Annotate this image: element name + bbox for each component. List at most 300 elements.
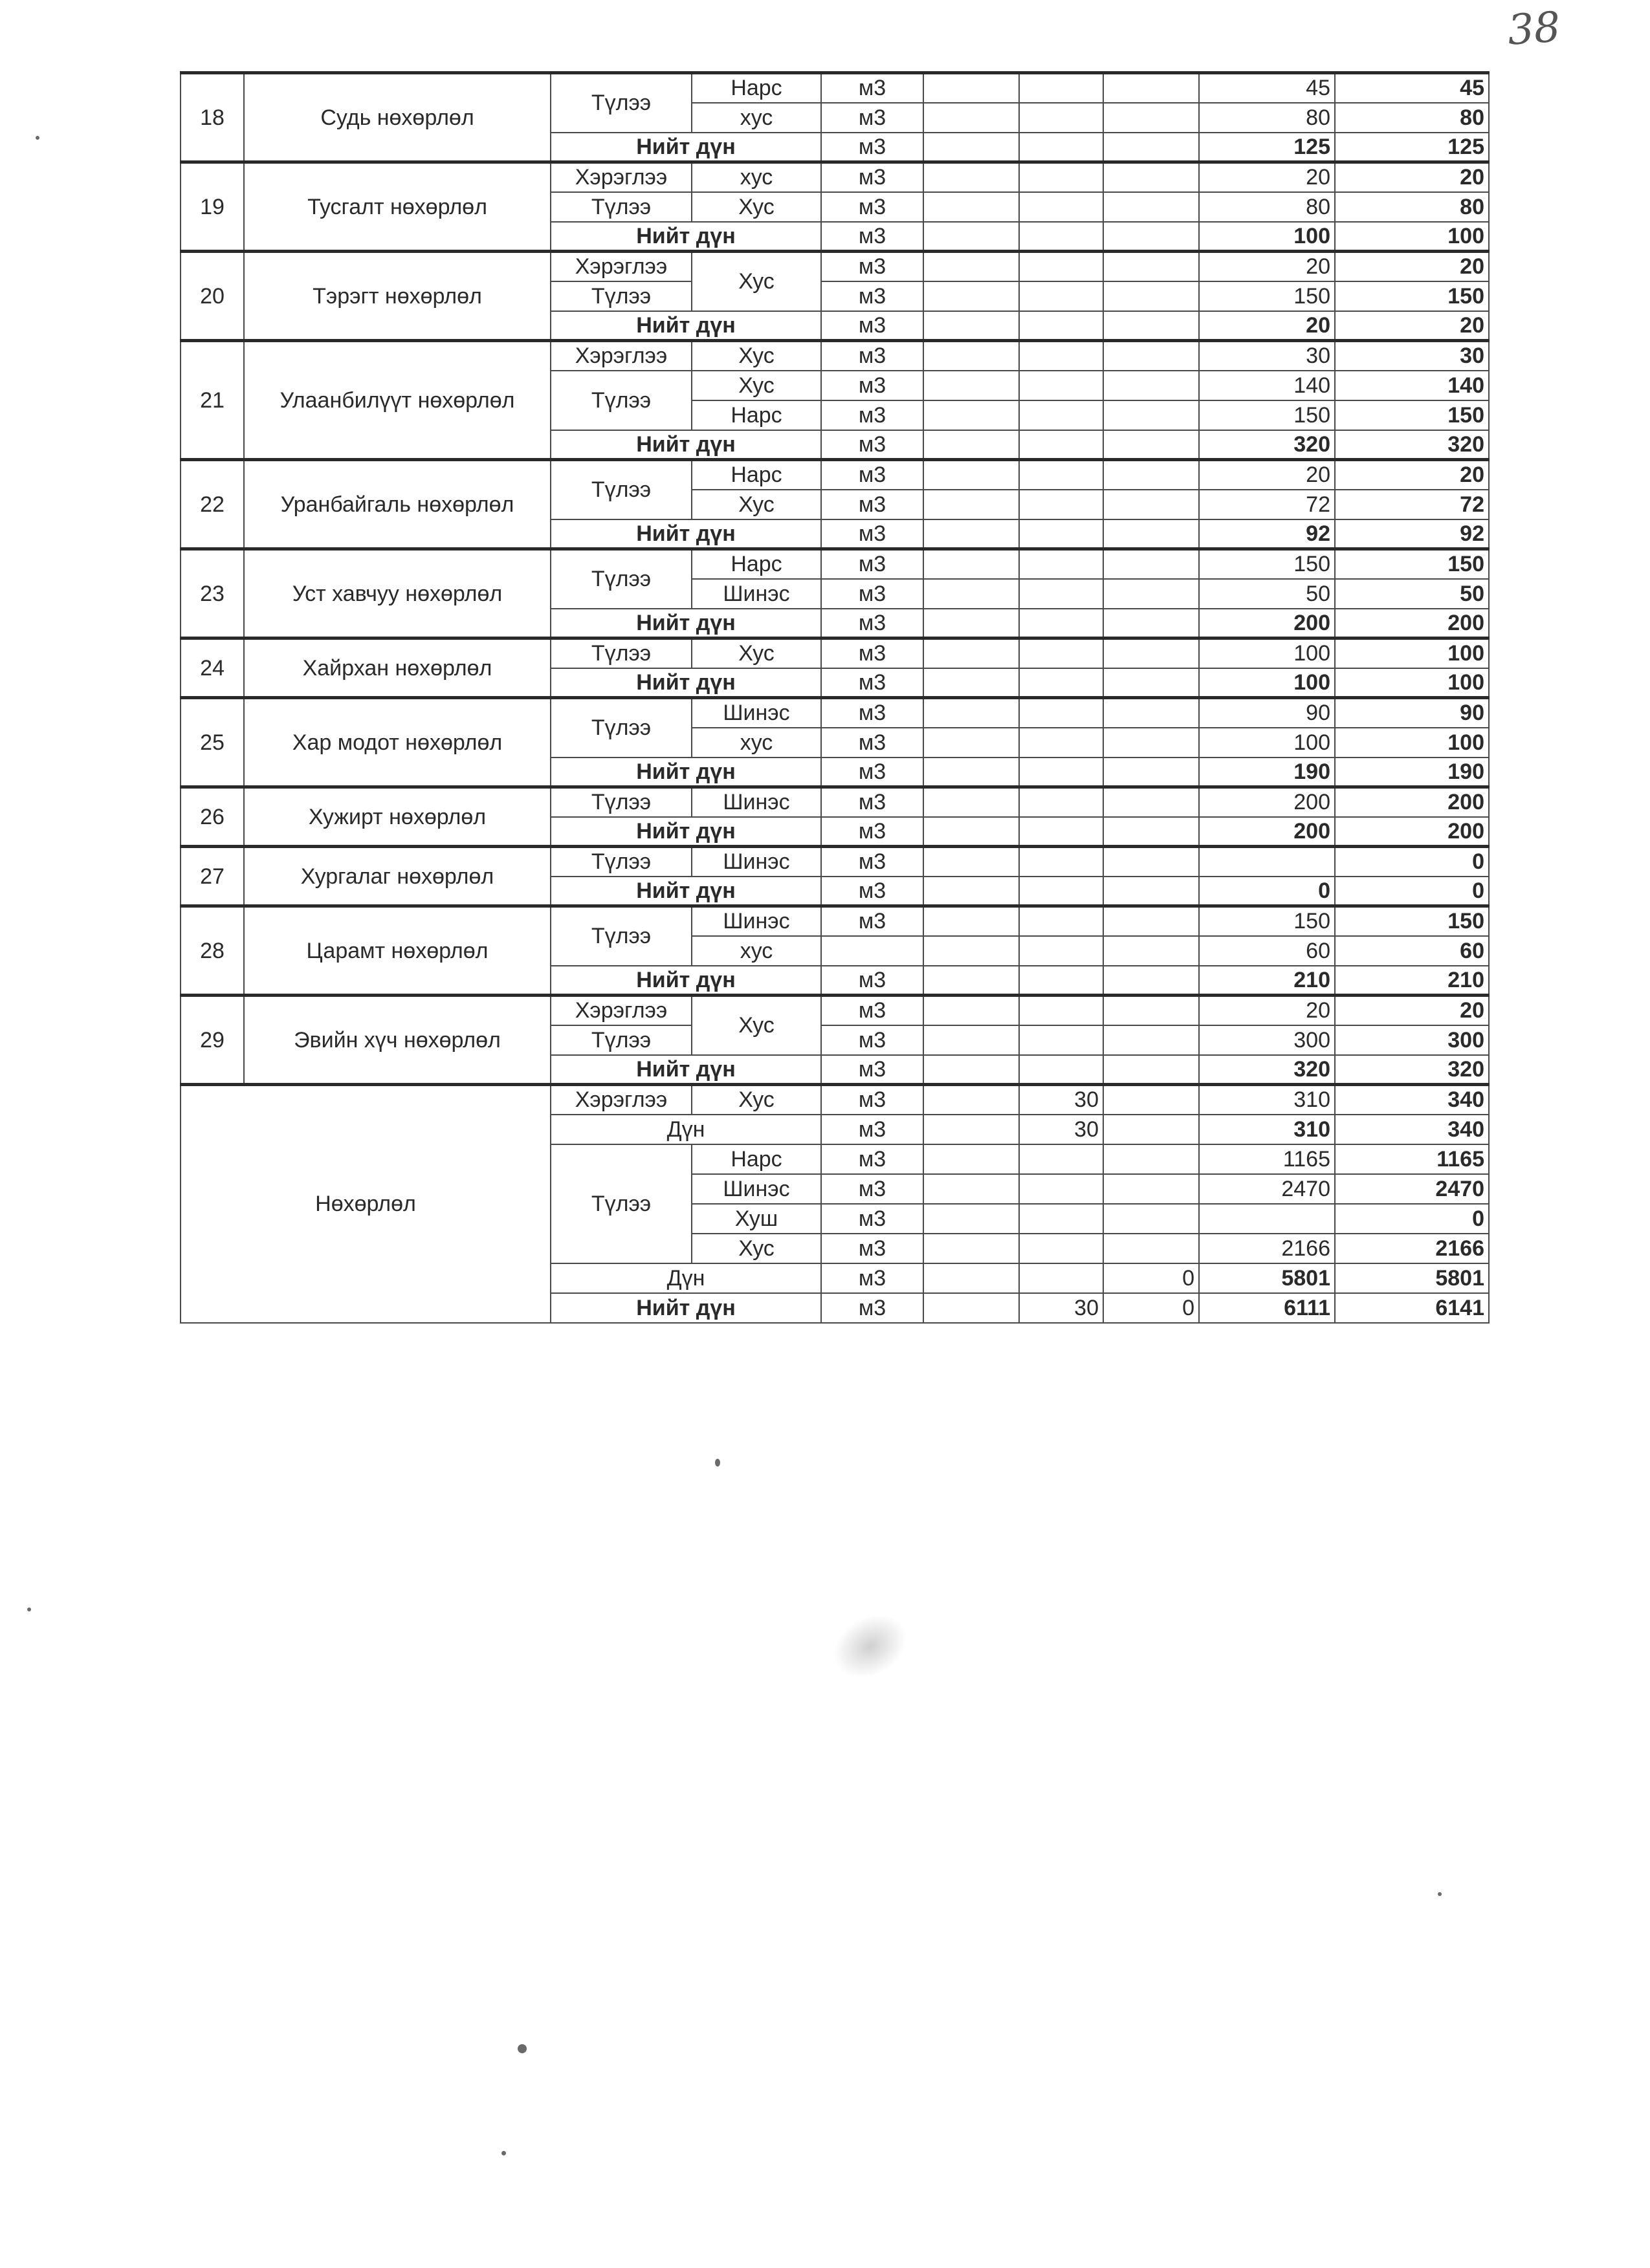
value-cell: [923, 609, 1019, 638]
value-cell: [923, 460, 1019, 490]
species-cell: Нарс: [692, 1144, 821, 1174]
value-cell: [923, 252, 1019, 281]
value-cell: 6111: [1199, 1293, 1335, 1323]
value-cell: [923, 400, 1019, 430]
unit-cell: м3: [821, 133, 923, 162]
use-cell: Түлээ: [551, 698, 692, 758]
value-cell: [1103, 73, 1199, 103]
value-cell: 2166: [1199, 1234, 1335, 1263]
value-cell: [1019, 609, 1103, 638]
value-cell: [1103, 668, 1199, 698]
value-cell: [1103, 1234, 1199, 1263]
page-number: 38: [1506, 3, 1562, 55]
partnership-name: Улаанбилүүт нөхөрлөл: [244, 341, 551, 460]
use-cell: Түлээ: [551, 1025, 692, 1055]
row-number: 21: [181, 341, 244, 460]
value-cell: [923, 133, 1019, 162]
total-cell: 200: [1335, 787, 1489, 817]
value-cell: [923, 281, 1019, 311]
total-cell: 150: [1335, 549, 1489, 579]
species-cell: Нарс: [692, 549, 821, 579]
total-cell: 340: [1335, 1085, 1489, 1115]
value-cell: [1103, 1055, 1199, 1085]
value-cell: 80: [1199, 192, 1335, 222]
value-cell: [1103, 579, 1199, 609]
unit-cell: м3: [821, 758, 923, 787]
unit-cell: м3: [821, 996, 923, 1025]
unit-cell: м3: [821, 1115, 923, 1144]
species-cell: Хус: [692, 371, 821, 400]
value-cell: [1103, 1115, 1199, 1144]
value-cell: 140: [1199, 371, 1335, 400]
unit-cell: м3: [821, 1174, 923, 1204]
partnership-name: Тэрэгт нөхөрлөл: [244, 252, 551, 341]
value-cell: 100: [1199, 638, 1335, 668]
value-cell: [1019, 73, 1103, 103]
value-cell: [1103, 877, 1199, 906]
total-cell: 150: [1335, 906, 1489, 936]
unit-cell: м3: [821, 579, 923, 609]
total-cell: 6141: [1335, 1293, 1489, 1323]
use-cell: Түлээ: [551, 787, 692, 817]
total-cell: 340: [1335, 1115, 1489, 1144]
partnership-name: Эвийн хүч нөхөрлөл: [244, 996, 551, 1085]
scan-speck: [715, 1459, 720, 1467]
value-cell: 320: [1199, 430, 1335, 460]
value-cell: [923, 1115, 1019, 1144]
value-cell: [923, 519, 1019, 549]
scan-speck: [36, 136, 39, 140]
value-cell: [923, 877, 1019, 906]
value-cell: [1019, 668, 1103, 698]
value-cell: [1019, 162, 1103, 192]
value-cell: [1019, 192, 1103, 222]
use-cell: Түлээ: [551, 281, 692, 311]
unit-cell: м3: [821, 311, 923, 341]
total-label: Нийт дүн: [551, 430, 821, 460]
partnership-name: Уранбайгаль нөхөрлөл: [244, 460, 551, 549]
total-label: Нийт дүн: [551, 668, 821, 698]
unit-cell: м3: [821, 698, 923, 728]
row-number: 29: [181, 996, 244, 1085]
unit-cell: м3: [821, 609, 923, 638]
value-cell: [1019, 787, 1103, 817]
value-cell: [1199, 1204, 1335, 1234]
row-number: 25: [181, 698, 244, 787]
total-cell: 210: [1335, 966, 1489, 996]
use-cell: Түлээ: [551, 460, 692, 519]
unit-cell: м3: [821, 966, 923, 996]
use-cell: Хэрэглээ: [551, 341, 692, 371]
value-cell: [923, 1234, 1019, 1263]
total-cell: 90: [1335, 698, 1489, 728]
value-cell: 2470: [1199, 1174, 1335, 1204]
value-cell: [1103, 252, 1199, 281]
value-cell: 1165: [1199, 1144, 1335, 1174]
value-cell: [1019, 758, 1103, 787]
total-label: Нийт дүн: [551, 311, 821, 341]
value-cell: [923, 996, 1019, 1025]
unit-cell: м3: [821, 668, 923, 698]
value-cell: 200: [1199, 787, 1335, 817]
value-cell: 0: [1103, 1263, 1199, 1293]
value-cell: 20: [1199, 162, 1335, 192]
value-cell: [923, 817, 1019, 847]
value-cell: [1103, 1204, 1199, 1234]
species-cell: Хус: [692, 341, 821, 371]
total-cell: 0: [1335, 877, 1489, 906]
value-cell: [1019, 966, 1103, 996]
value-cell: [923, 490, 1019, 519]
species-cell: Шинэс: [692, 698, 821, 728]
use-cell: Түлээ: [551, 73, 692, 133]
total-label: Нийт дүн: [551, 609, 821, 638]
unit-cell: м3: [821, 728, 923, 758]
total-cell: 320: [1335, 430, 1489, 460]
unit-cell: м3: [821, 1293, 923, 1323]
value-cell: 125: [1199, 133, 1335, 162]
value-cell: 30: [1019, 1293, 1103, 1323]
value-cell: [923, 579, 1019, 609]
unit-cell: м3: [821, 460, 923, 490]
value-cell: [1019, 847, 1103, 877]
value-cell: [923, 192, 1019, 222]
value-cell: [1103, 103, 1199, 133]
value-cell: 150: [1199, 281, 1335, 311]
value-cell: 210: [1199, 966, 1335, 996]
use-cell: Түлээ: [551, 192, 692, 222]
value-cell: 20: [1199, 311, 1335, 341]
value-cell: [1019, 371, 1103, 400]
value-cell: 50: [1199, 579, 1335, 609]
value-cell: 45: [1199, 73, 1335, 103]
value-cell: 0: [1103, 1293, 1199, 1323]
value-cell: [923, 728, 1019, 758]
wood-volume-table: [180, 71, 1490, 1324]
value-cell: [1019, 579, 1103, 609]
table-row: [181, 73, 1489, 103]
value-cell: [1103, 371, 1199, 400]
value-cell: [1019, 133, 1103, 162]
row-number: 18: [181, 73, 244, 162]
total-cell: 0: [1335, 1204, 1489, 1234]
value-cell: 72: [1199, 490, 1335, 519]
value-cell: [1103, 847, 1199, 877]
partnership-name: Уст хавчуу нөхөрлөл: [244, 549, 551, 638]
value-cell: [923, 103, 1019, 133]
scan-speck: [518, 2044, 527, 2053]
value-cell: [1103, 430, 1199, 460]
total-cell: 20: [1335, 162, 1489, 192]
value-cell: [923, 698, 1019, 728]
value-cell: 92: [1199, 519, 1335, 549]
unit-cell: м3: [821, 1055, 923, 1085]
value-cell: [923, 311, 1019, 341]
partnership-name: Царамт нөхөрлөл: [244, 906, 551, 996]
scan-speck: [501, 2151, 506, 2155]
subtotal-label: Дүн: [551, 1263, 821, 1293]
partnership-name: Тусгалт нөхөрлөл: [244, 162, 551, 252]
value-cell: 20: [1199, 996, 1335, 1025]
row-number: 27: [181, 847, 244, 906]
value-cell: [923, 73, 1019, 103]
use-cell: Хэрэглээ: [551, 252, 692, 281]
species-cell: Шинэс: [692, 787, 821, 817]
scan-smudge: [822, 1602, 919, 1691]
species-cell: Хус: [692, 1085, 821, 1115]
use-cell: Хэрэглээ: [551, 162, 692, 192]
scan-speck: [27, 1608, 31, 1611]
value-cell: [923, 1293, 1019, 1323]
value-cell: 100: [1199, 668, 1335, 698]
unit-cell: м3: [821, 1234, 923, 1263]
row-number: 24: [181, 638, 244, 698]
unit-cell: м3: [821, 252, 923, 281]
value-cell: [1103, 758, 1199, 787]
use-cell: Түлээ: [551, 371, 692, 430]
species-cell: Хус: [692, 996, 821, 1055]
unit-cell: м3: [821, 162, 923, 192]
total-cell: 30: [1335, 341, 1489, 371]
value-cell: [923, 668, 1019, 698]
unit-cell: м3: [821, 787, 923, 817]
species-cell: Шинэс: [692, 579, 821, 609]
use-cell: Түлээ: [551, 549, 692, 609]
row-number: 19: [181, 162, 244, 252]
unit-cell: м3: [821, 638, 923, 668]
value-cell: [1019, 1263, 1103, 1293]
value-cell: 30: [1019, 1115, 1103, 1144]
total-cell: 20: [1335, 311, 1489, 341]
table-row: [181, 549, 1489, 579]
total-cell: 320: [1335, 1055, 1489, 1085]
value-cell: [1103, 1085, 1199, 1115]
species-cell: хус: [692, 103, 821, 133]
unit-cell: м3: [821, 430, 923, 460]
value-cell: [1019, 1234, 1103, 1263]
value-cell: [1019, 698, 1103, 728]
value-cell: [1103, 281, 1199, 311]
unit-cell: м3: [821, 877, 923, 906]
value-cell: [923, 638, 1019, 668]
value-cell: 60: [1199, 936, 1335, 966]
value-cell: 190: [1199, 758, 1335, 787]
total-cell: 150: [1335, 281, 1489, 311]
summary-name: Нөхөрлөл: [181, 1085, 551, 1323]
value-cell: [1019, 341, 1103, 371]
unit-cell: м3: [821, 341, 923, 371]
value-cell: [1019, 252, 1103, 281]
value-cell: [1103, 549, 1199, 579]
total-cell: 190: [1335, 758, 1489, 787]
value-cell: [1019, 1025, 1103, 1055]
total-cell: 92: [1335, 519, 1489, 549]
value-cell: [923, 1204, 1019, 1234]
total-cell: 100: [1335, 638, 1489, 668]
value-cell: [1103, 906, 1199, 936]
value-cell: [1103, 1025, 1199, 1055]
value-cell: [1019, 817, 1103, 847]
total-cell: 150: [1335, 400, 1489, 430]
use-cell: Түлээ: [551, 638, 692, 668]
value-cell: 300: [1199, 1025, 1335, 1055]
value-cell: [1103, 728, 1199, 758]
value-cell: [923, 787, 1019, 817]
value-cell: [1103, 490, 1199, 519]
value-cell: [923, 430, 1019, 460]
total-label: Нийт дүн: [551, 1055, 821, 1085]
unit-cell: м3: [821, 73, 923, 103]
partnership-name: Хургалаг нөхөрлөл: [244, 847, 551, 906]
row-number: 23: [181, 549, 244, 638]
value-cell: [1019, 1174, 1103, 1204]
value-cell: [1019, 281, 1103, 311]
value-cell: [1019, 222, 1103, 252]
total-cell: 100: [1335, 728, 1489, 758]
unit-cell: м3: [821, 103, 923, 133]
species-cell: Шинэс: [692, 1174, 821, 1204]
value-cell: [1103, 966, 1199, 996]
total-cell: 60: [1335, 936, 1489, 966]
row-number: 26: [181, 787, 244, 847]
value-cell: 150: [1199, 549, 1335, 579]
value-cell: [923, 936, 1019, 966]
value-cell: [1103, 936, 1199, 966]
use-cell: Түлээ: [551, 906, 692, 966]
unit-cell: м3: [821, 1144, 923, 1174]
unit-cell: м3: [821, 519, 923, 549]
value-cell: [1019, 906, 1103, 936]
use-cell: Хэрэглээ: [551, 1085, 692, 1115]
value-cell: [1019, 549, 1103, 579]
value-cell: [1019, 519, 1103, 549]
species-cell: Хус: [692, 192, 821, 222]
value-cell: [1103, 1144, 1199, 1174]
species-cell: Хуш: [692, 1204, 821, 1234]
value-cell: [923, 1263, 1019, 1293]
total-cell: 2470: [1335, 1174, 1489, 1204]
value-cell: 90: [1199, 698, 1335, 728]
value-cell: [1019, 936, 1103, 966]
species-cell: Хус: [692, 490, 821, 519]
value-cell: [923, 758, 1019, 787]
unit-cell: м3: [821, 1025, 923, 1055]
species-cell: Нарс: [692, 400, 821, 430]
use-cell: Хэрэглээ: [551, 996, 692, 1025]
total-label: Нийт дүн: [551, 133, 821, 162]
value-cell: 5801: [1199, 1263, 1335, 1293]
value-cell: 30: [1019, 1085, 1103, 1115]
species-cell: Нарс: [692, 73, 821, 103]
table-row: [181, 1085, 1489, 1115]
value-cell: [1103, 609, 1199, 638]
value-cell: 320: [1199, 1055, 1335, 1085]
value-cell: [1019, 400, 1103, 430]
total-label: Нийт дүн: [551, 1293, 821, 1323]
total-label: Нийт дүн: [551, 877, 821, 906]
value-cell: [1103, 1174, 1199, 1204]
species-cell: Хус: [692, 252, 821, 311]
unit-cell: м3: [821, 817, 923, 847]
unit-cell: м3: [821, 906, 923, 936]
table-row: [181, 996, 1489, 1025]
table-row: [181, 341, 1489, 371]
unit-cell: м3: [821, 1263, 923, 1293]
unit-cell: м3: [821, 490, 923, 519]
total-cell: 200: [1335, 817, 1489, 847]
value-cell: [1019, 490, 1103, 519]
subtotal-label: Дүн: [551, 1115, 821, 1144]
value-cell: [1019, 1204, 1103, 1234]
value-cell: 0: [1199, 877, 1335, 906]
value-cell: 100: [1199, 728, 1335, 758]
table-row: [181, 847, 1489, 877]
value-cell: [1103, 341, 1199, 371]
value-cell: [923, 1025, 1019, 1055]
unit-cell: м3: [821, 400, 923, 430]
value-cell: 200: [1199, 817, 1335, 847]
value-cell: [923, 1085, 1019, 1115]
total-cell: 5801: [1335, 1263, 1489, 1293]
value-cell: 80: [1199, 103, 1335, 133]
total-cell: 2166: [1335, 1234, 1489, 1263]
value-cell: [923, 162, 1019, 192]
value-cell: [1019, 728, 1103, 758]
value-cell: [923, 1144, 1019, 1174]
value-cell: [1019, 877, 1103, 906]
total-label: Нийт дүн: [551, 519, 821, 549]
value-cell: 20: [1199, 252, 1335, 281]
total-cell: 1165: [1335, 1144, 1489, 1174]
species-cell: хус: [692, 936, 821, 966]
value-cell: [1103, 133, 1199, 162]
use-cell: Түлээ: [551, 847, 692, 877]
value-cell: 200: [1199, 609, 1335, 638]
species-cell: Нарс: [692, 460, 821, 490]
value-cell: [1103, 996, 1199, 1025]
table-row: [181, 698, 1489, 728]
species-cell: хус: [692, 162, 821, 192]
unit-cell: м3: [821, 281, 923, 311]
unit-cell: м3: [821, 847, 923, 877]
table-row: [181, 162, 1489, 192]
species-cell: хус: [692, 728, 821, 758]
table-row: [181, 252, 1489, 281]
total-cell: 50: [1335, 579, 1489, 609]
species-cell: Хус: [692, 638, 821, 668]
total-cell: 100: [1335, 222, 1489, 252]
species-cell: Шинэс: [692, 906, 821, 936]
total-cell: 80: [1335, 103, 1489, 133]
value-cell: [1103, 817, 1199, 847]
value-cell: [1019, 1055, 1103, 1085]
partnership-name: Судь нөхөрлөл: [244, 73, 551, 162]
partnership-name: Хужирт нөхөрлөл: [244, 787, 551, 847]
total-cell: 80: [1335, 192, 1489, 222]
value-cell: [1019, 311, 1103, 341]
table-row: [181, 906, 1489, 936]
total-cell: 140: [1335, 371, 1489, 400]
total-label: Нийт дүн: [551, 817, 821, 847]
species-cell: Хус: [692, 1234, 821, 1263]
value-cell: [1019, 103, 1103, 133]
value-cell: [923, 371, 1019, 400]
value-cell: [1103, 192, 1199, 222]
unit-cell: [821, 936, 923, 966]
value-cell: [923, 549, 1019, 579]
unit-cell: м3: [821, 549, 923, 579]
total-cell: 100: [1335, 668, 1489, 698]
